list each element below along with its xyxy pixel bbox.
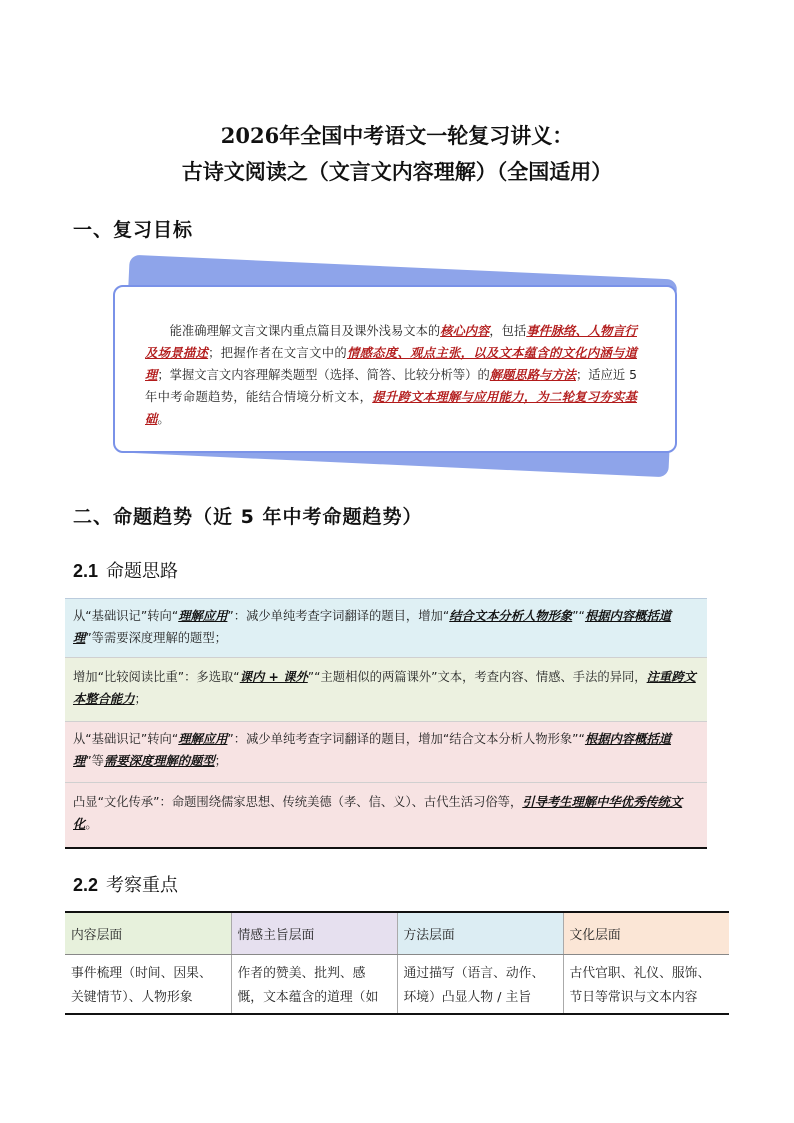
trend-text: 从“基础识记”转向“ bbox=[73, 609, 179, 623]
trend-row bbox=[65, 598, 707, 658]
focus-header-row bbox=[65, 912, 729, 955]
focus-header-method: 方法层面 bbox=[397, 912, 563, 955]
trend-emphasis: 理解应用 bbox=[178, 609, 228, 623]
goal-text: ；掌握文言文内容理解类题型（选择、简答、比较分析等）的 bbox=[157, 368, 490, 382]
goal-text: ；适应近 5 年中考命题趋势，能结合情境分析文本， bbox=[145, 368, 637, 404]
trend-text: 。 bbox=[85, 817, 98, 831]
trend-text: 凸显“文化传承”：命题围绕儒家思想、传统美德（孝、信、义）、古代生活习俗等， bbox=[73, 795, 523, 809]
trend-emphasis: 课内 + 课外 bbox=[239, 670, 308, 684]
focus-header-culture: 文化层面 bbox=[563, 912, 729, 955]
trend-text: ； bbox=[134, 692, 147, 706]
subsection-label: 命题思路 bbox=[106, 561, 179, 582]
trend-emphasis: 根据内容概括道理 bbox=[73, 609, 672, 645]
goal-card bbox=[113, 285, 677, 453]
focus-cell: 通过描写（语言、动作、环境）凸显人物 / 主旨 bbox=[397, 955, 563, 1015]
focus-cell: 古代官职、礼仪、服饰、节日等常识与文本内容 bbox=[563, 955, 729, 1015]
goal-emphasis: 核心内容 bbox=[440, 324, 490, 338]
focus-row bbox=[65, 955, 729, 1015]
trend-text: ”：减少单纯考查字词翻译的题目，增加“ bbox=[227, 609, 450, 623]
goal-emphasis: 提升跨文本理解与应用能力，为二轮复习夯实基础 bbox=[145, 390, 637, 426]
trend-emphasis: 需要深度理解的题型 bbox=[103, 754, 215, 768]
section-heading-trends: 二、命题趋势（近 5 年中考命题趋势） bbox=[73, 506, 423, 528]
subsection-heading-ideas bbox=[73, 557, 178, 583]
goal-emphasis: 解题思路与方法 bbox=[489, 368, 576, 382]
trend-row bbox=[65, 658, 707, 722]
subsection-number: 2.1 bbox=[73, 561, 99, 581]
goal-text: ，包括 bbox=[489, 324, 527, 338]
focus-table bbox=[65, 911, 729, 1015]
trend-emphasis: 注重跨文本整合能力 bbox=[73, 670, 696, 706]
goal-emphasis: 事件脉络、人物言行及场景描述 bbox=[145, 324, 637, 360]
trend-text: ； bbox=[214, 754, 227, 768]
trend-text: ”“ bbox=[572, 609, 585, 623]
trend-emphasis: 结合文本分析人物形象 bbox=[449, 609, 573, 623]
trend-emphasis: 根据内容概括道理 bbox=[73, 732, 671, 768]
trend-text: 增加“比较阅读比重”：多选取“ bbox=[73, 670, 240, 684]
focus-header-emotion: 情感主旨层面 bbox=[231, 912, 397, 955]
trend-text: 从“基础识记”转向“ bbox=[73, 732, 179, 746]
trend-text: ”“主题相似的两篇课外”文本，考查内容、情感、手法的异同， bbox=[307, 670, 647, 684]
goal-emphasis: 情感态度、观点主张，以及文本蕴含的文化内涵与道理 bbox=[145, 346, 637, 382]
subsection-heading-focus bbox=[73, 871, 178, 897]
goal-text: 能准确理解文言文课内重点篇目及课外浅易文本的 bbox=[169, 324, 441, 338]
trend-emphasis: 理解应用 bbox=[178, 732, 228, 746]
document-title-line1: 2026年全国中考语文一轮复习讲义： bbox=[220, 123, 574, 148]
goal-text: 。 bbox=[157, 412, 170, 426]
focus-cell: 事件梳理（时间、因果、关键情节）、人物形象 bbox=[65, 955, 231, 1015]
trend-text: ”：减少单纯考查字词翻译的题目，增加“结合文本分析人物形象”“ bbox=[227, 732, 585, 746]
document-title-line2: 古诗文阅读之（文言文内容理解）（全国适用） bbox=[181, 159, 613, 184]
subsection-number: 2.2 bbox=[73, 875, 99, 895]
goal-text: ；把握作者在文言文中的 bbox=[208, 346, 347, 360]
trend-row bbox=[65, 722, 707, 783]
trend-text: ”等需要深度理解的题型； bbox=[85, 631, 227, 645]
trend-table bbox=[65, 598, 707, 849]
section-heading-goals: 一、复习目标 bbox=[73, 219, 194, 241]
trend-emphasis: 引导考生理解中华优秀传统文化 bbox=[73, 795, 683, 831]
focus-cell: 作者的赞美、批判、感慨，文本蕴含的道理（如 bbox=[231, 955, 397, 1015]
subsection-label: 考察重点 bbox=[106, 875, 179, 896]
focus-header-content: 内容层面 bbox=[65, 912, 231, 955]
trend-row bbox=[65, 783, 707, 849]
trend-text: ”等 bbox=[85, 754, 104, 768]
